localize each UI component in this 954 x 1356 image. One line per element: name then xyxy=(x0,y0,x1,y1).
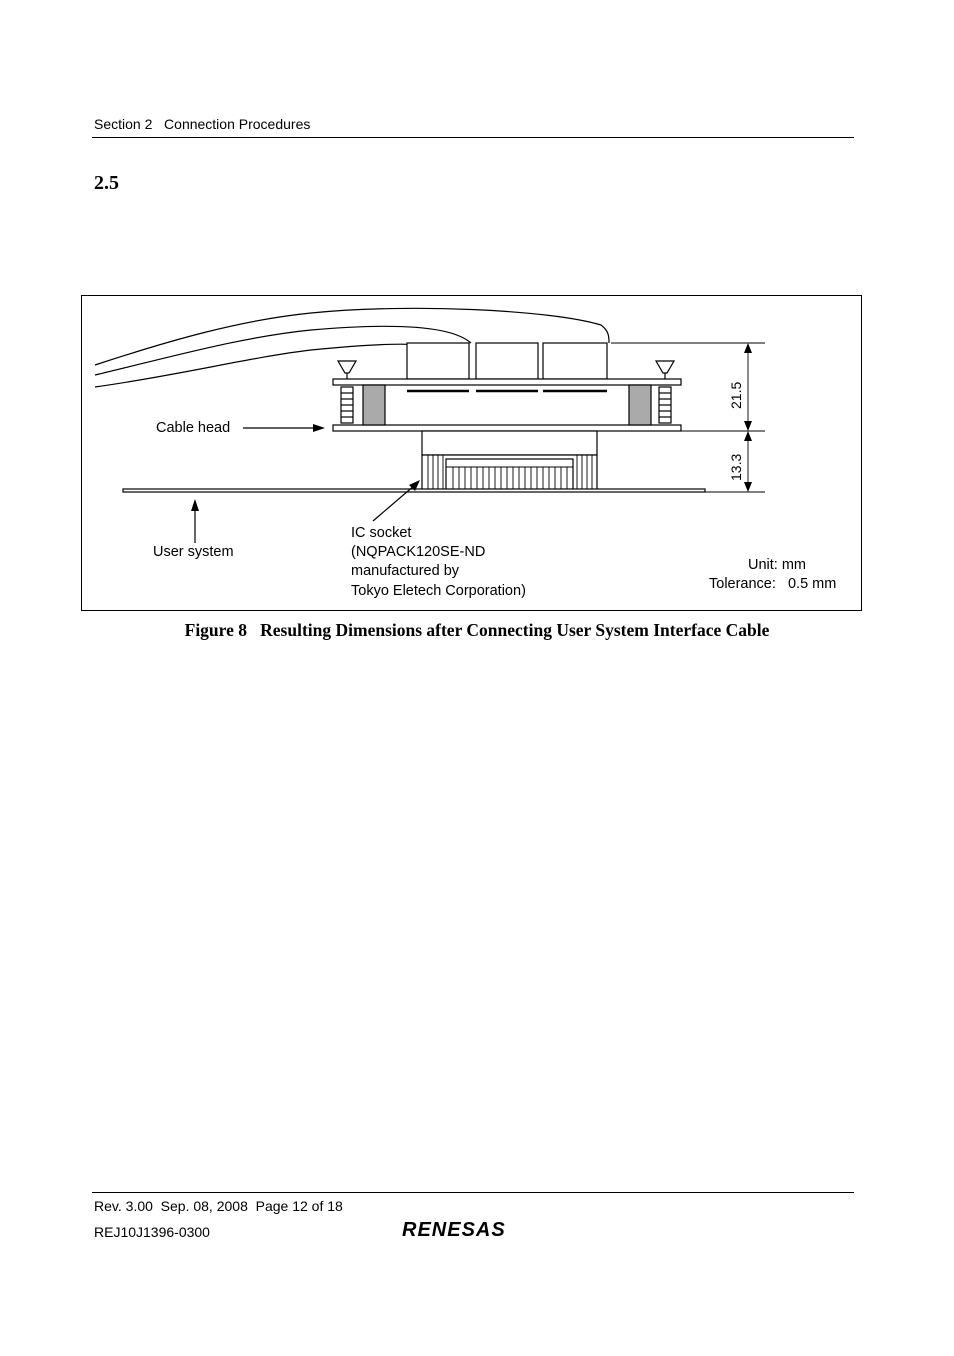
dimension-lower: 13.3 xyxy=(728,453,744,481)
spacer-left xyxy=(363,385,385,425)
footer-revision: Rev. 3.00 Sep. 08, 2008 Page 12 of 18 xyxy=(94,1198,343,1214)
connector-block-3 xyxy=(543,343,607,379)
ic-socket-label-line4: Tokyo Eletech Corporation) xyxy=(351,583,526,599)
header-rule xyxy=(92,137,854,138)
upper-board xyxy=(333,379,681,385)
screw-right-head xyxy=(656,361,674,373)
cable-head-label: Cable head xyxy=(156,420,231,436)
connector-block-2 xyxy=(476,343,538,379)
renesas-logo xyxy=(400,1212,550,1242)
ic-socket-label-line2: (NQPACK120SE-ND xyxy=(351,544,486,560)
cable-head-board xyxy=(333,425,681,431)
ic-socket-label-line3: manufactured by xyxy=(351,563,460,579)
user-system-label: User system xyxy=(153,544,234,560)
figure-caption: Figure 8 Resulting Dimensions after Connecting User System Interface Cable xyxy=(184,620,770,640)
section-number: 2.5 xyxy=(94,172,119,194)
tolerance-label: Tolerance: 0.5 mm xyxy=(709,576,837,592)
spacer-right xyxy=(629,385,651,425)
renesas-logo-text: RENESAS xyxy=(402,1219,506,1241)
footer-rule xyxy=(92,1192,854,1193)
unit-label: Unit: mm xyxy=(748,557,806,573)
running-header: Section 2 Connection Procedures xyxy=(94,116,311,132)
ic-socket-label-line1: IC socket xyxy=(351,525,412,541)
connector-block-1 xyxy=(407,343,469,379)
screw-left-head xyxy=(338,361,356,373)
dimension-upper: 21.5 xyxy=(728,381,744,409)
footer-doc-number: REJ10J1396-0300 xyxy=(94,1224,210,1240)
connection-dimension-diagram xyxy=(81,295,862,611)
ic-socket-body xyxy=(422,431,597,455)
